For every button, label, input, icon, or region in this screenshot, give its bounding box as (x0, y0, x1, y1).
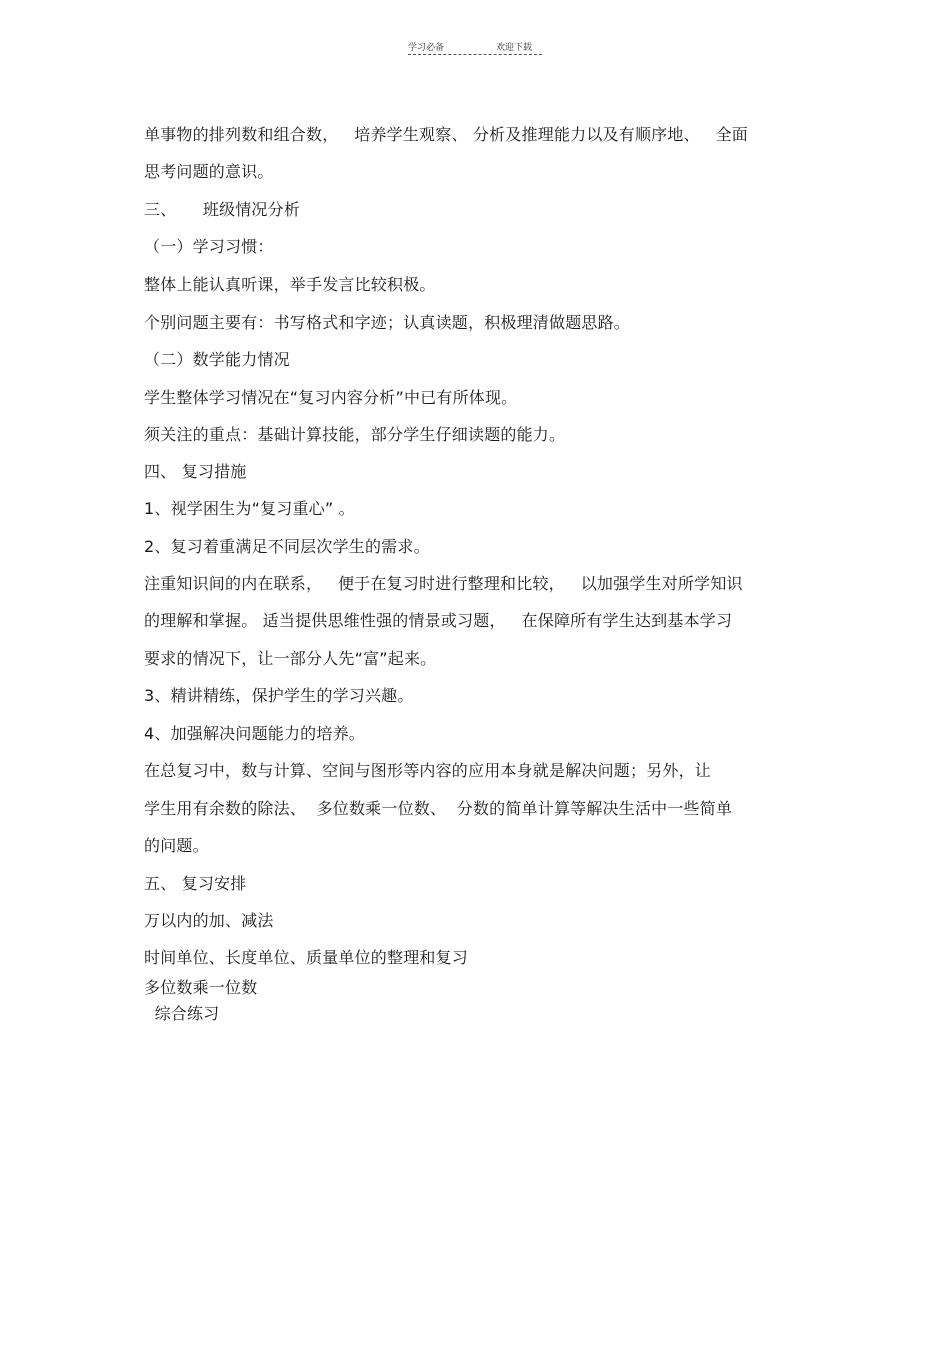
paragraph-line: 个别问题主要有：书写格式和字迹；认真读题，积极理清做题思路。 (144, 313, 631, 332)
paragraph-line: 的理解和掌握。 适当提供思维性强的情景或习题， 在保障所有学生达到基本学习 (144, 611, 733, 630)
list-item: 4、加强解决问题能力的培养。 (144, 724, 365, 743)
paragraph-line: 注重知识间的内在联系， 便于在复习时进行整理和比较， 以加强学生对所学知识 (144, 574, 743, 593)
paragraph-line: 学生整体学习情况在“复习内容分析”中已有所体现。 (144, 388, 518, 407)
schedule-item: 综合练习 (144, 1004, 220, 1023)
section-heading: 五、 复习安排 (144, 874, 247, 893)
section-heading: 三、 班级情况分析 (144, 200, 301, 219)
header-left-text: 学习必备 (408, 43, 445, 53)
schedule-item: 多位数乘一位数 (144, 978, 258, 997)
paragraph-line: 单事物的排列数和组合数， 培养学生观察、 分析及推理能力以及有顺序地、 全面 (144, 125, 749, 144)
section-heading: 四、 复习措施 (144, 462, 247, 481)
page-header (408, 38, 542, 56)
list-item: 2、复习着重满足不同层次学生的需求。 (144, 537, 430, 556)
header-right-text: 欢迎下载 (496, 43, 533, 53)
paragraph-line: 须关注的重点：基础计算技能，部分学生仔细读题的能力。 (144, 425, 566, 444)
subsection-heading: （二）数学能力情况 (144, 350, 290, 369)
paragraph-line: 要求的情况下，让一部分人先“富”起来。 (144, 649, 437, 668)
list-item: 3、精讲精练，保护学生的学习兴趣。 (144, 686, 414, 705)
paragraph-line: 的问题。 (144, 836, 209, 855)
paragraph-line: 在总复习中，数与计算、空间与图形等内容的应用本身就是解决问题；另外，让 (144, 761, 712, 780)
schedule-item: 万以内的加、减法 (144, 911, 274, 930)
subsection-heading: （一）学习习惯： (144, 237, 274, 256)
header-dashed-rule (408, 54, 542, 55)
paragraph-line: 思考问题的意识。 (144, 162, 274, 181)
schedule-item: 时间单位、长度单位、质量单位的整理和复习 (144, 948, 469, 967)
paragraph-line: 学生用有余数的除法、 多位数乘一位数、 分数的简单计算等解决生活中一些简单 (144, 799, 733, 818)
paragraph-line: 整体上能认真听课，举手发言比较积极。 (144, 275, 436, 294)
list-item: 1、视学困生为“复习重心” 。 (144, 499, 355, 518)
